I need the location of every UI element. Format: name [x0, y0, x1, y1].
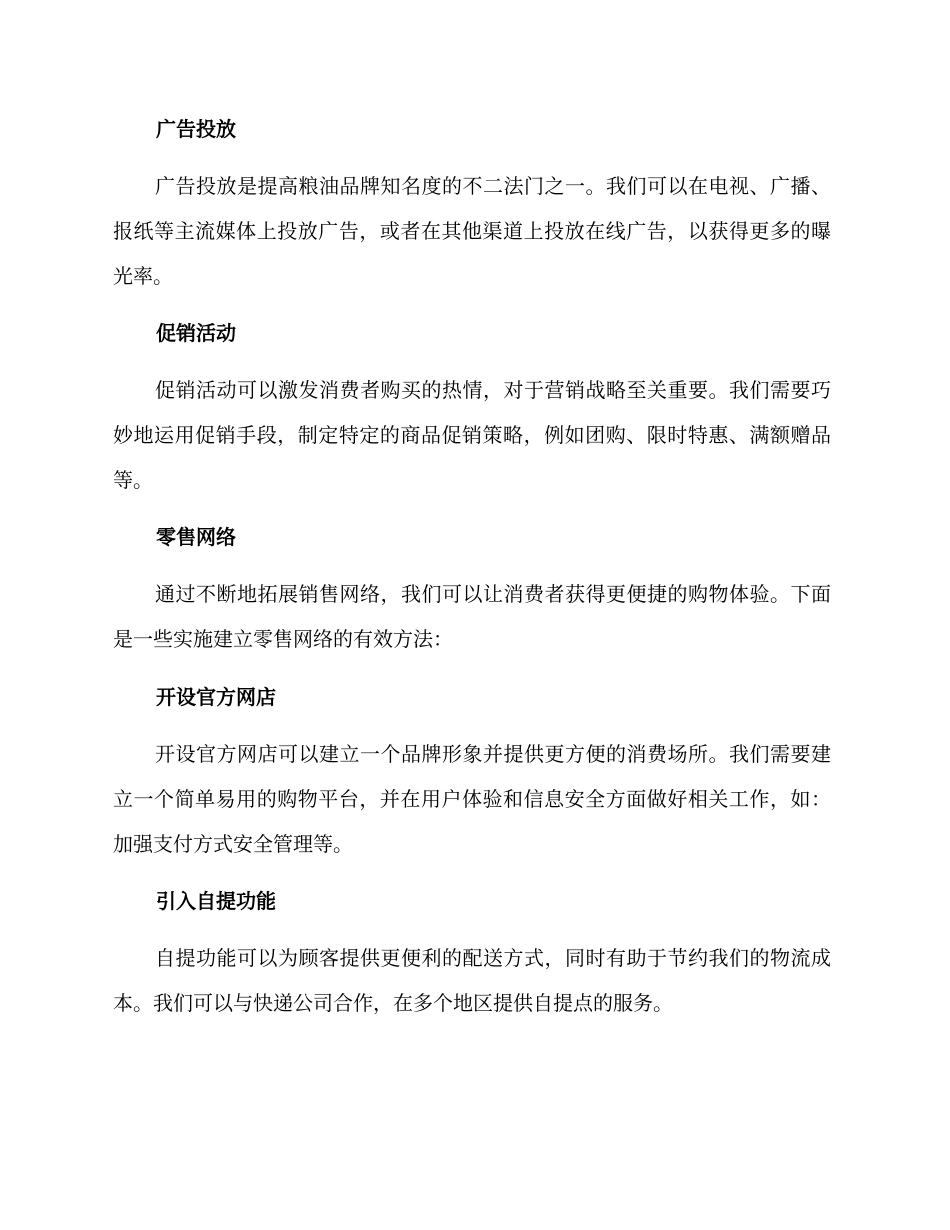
section-paragraph-official-store: 开设官方网店可以建立一个品牌形象并提供更方便的消费场所。我们需要建立一个简单易用的购物平台，并在用户体验和信息安全方面做好相关工作，如：加强支付方式安全管理等。 [113, 742, 831, 856]
section-heading-retail-network: 零售网络 [156, 525, 236, 549]
section-heading-official-store: 开设官方网店 [156, 685, 276, 709]
section-heading-self-pickup: 引入自提功能 [156, 889, 276, 913]
section-heading-advertising: 广告投放 [156, 117, 236, 141]
section-paragraph-promotion: 促销活动可以激发消费者购买的热情，对于营销战略至关重要。我们需要巧妙地运用促销手段，制定特定的商品促销策略，例如团购、限时特惠、满额赠品等。 [113, 378, 831, 492]
section-paragraph-self-pickup: 自提功能可以为顾客提供更便利的配送方式，同时有助于节约我们的物流成本。我们可以与快递公司合作，在多个地区提供自提点的服务。 [113, 946, 831, 1015]
section-heading-promotion: 促销活动 [156, 321, 236, 345]
section-paragraph-retail-network: 通过不断地拓展销售网络，我们可以让消费者获得更便捷的购物体验。下面是一些实施建立零售网络的有效方法： [113, 582, 831, 651]
section-paragraph-advertising: 广告投放是提高粮油品牌知名度的不二法门之一。我们可以在电视、广播、报纸等主流媒体上投放广告，或者在其他渠道上投放在线广告，以获得更多的曝光率。 [113, 174, 831, 288]
